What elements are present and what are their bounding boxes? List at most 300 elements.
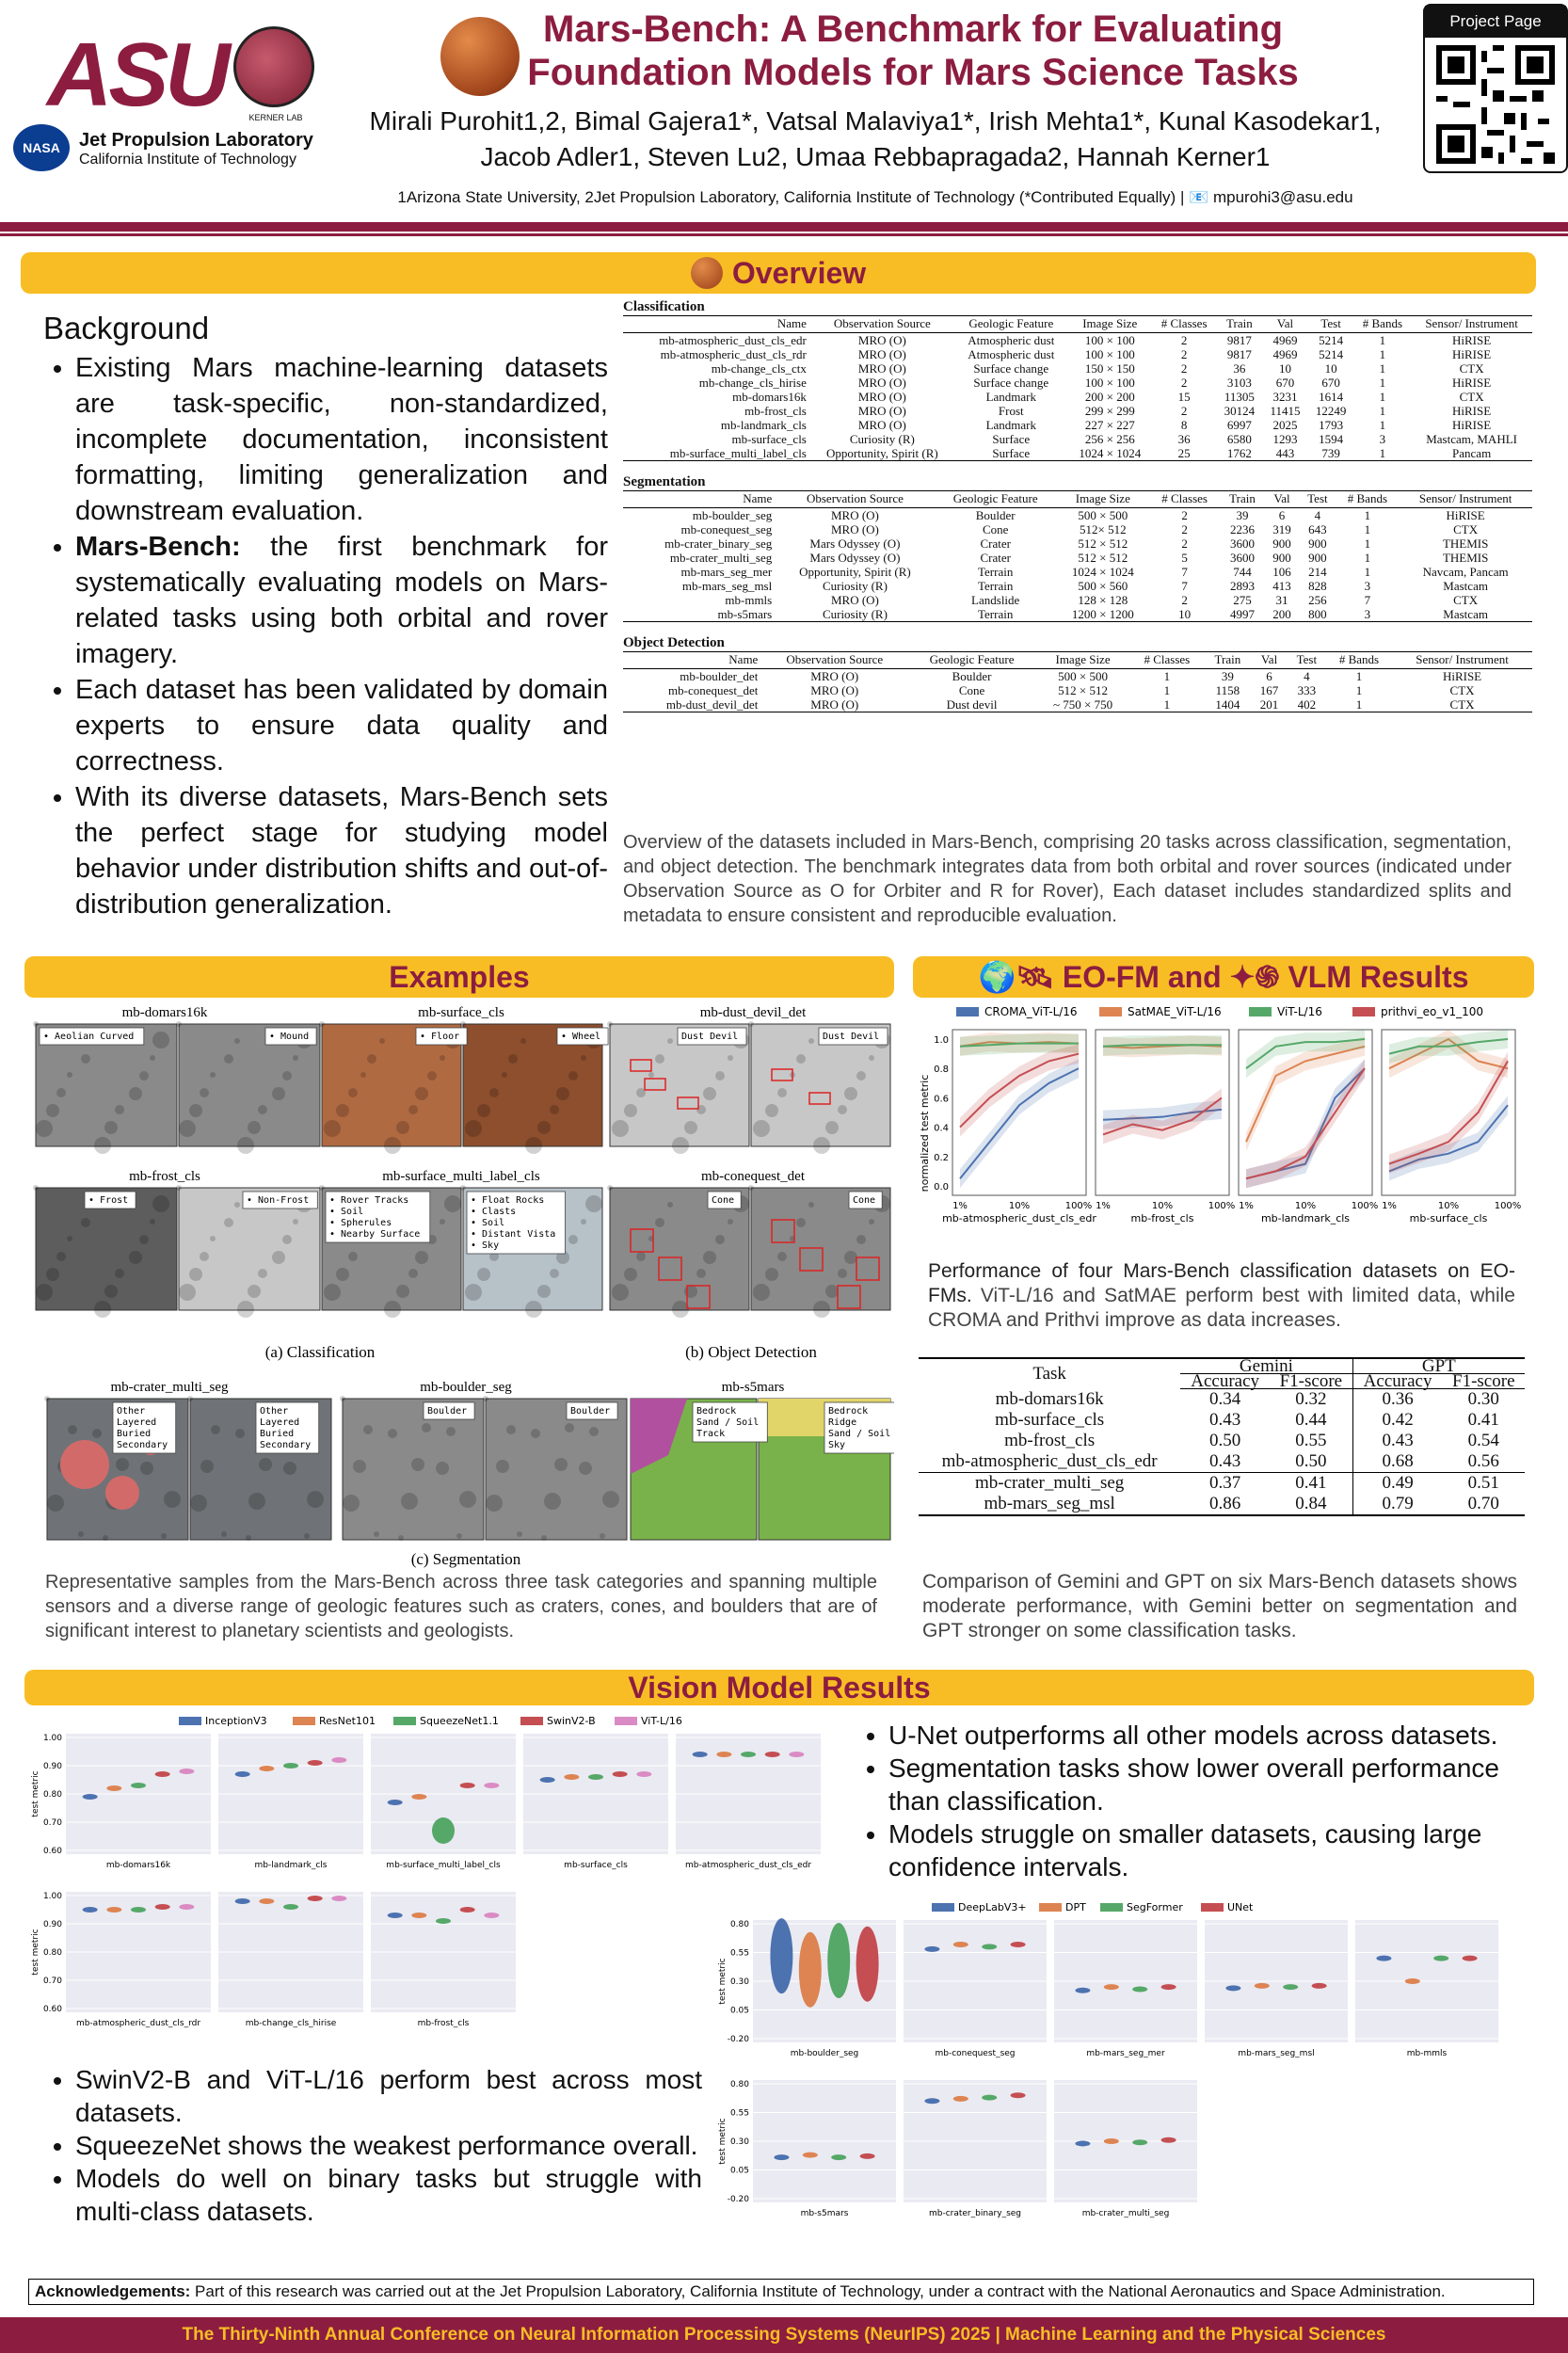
table-cell: 744	[1233, 565, 1252, 579]
texture-dot	[796, 1218, 806, 1227]
table-cell: mb-conequest_det	[668, 683, 759, 697]
violin-mark	[131, 1783, 146, 1788]
texture-dot	[46, 1268, 59, 1281]
table-cell: mb-crater_multi_seg	[669, 551, 773, 565]
texture-dot	[465, 1284, 482, 1301]
table-cell: 443	[1275, 446, 1295, 460]
table-cell: mb-mars_seg_mer	[680, 565, 773, 579]
texture-dot	[319, 1021, 325, 1027]
table-cell: 11415	[1270, 404, 1301, 418]
project-page-qr[interactable]	[1423, 4, 1568, 173]
table-cell: 31	[1275, 593, 1288, 607]
violin-mark	[803, 2153, 818, 2158]
table-cell: 3231	[1272, 390, 1298, 404]
texture-dot	[374, 1531, 379, 1537]
texture-dot	[210, 1072, 216, 1078]
subcaption-c: (c) Segmentation	[410, 1550, 521, 1568]
texture-dot	[33, 1185, 39, 1191]
y-tick: 0.80	[42, 1948, 62, 1958]
tag-line: Sand / Soil	[696, 1417, 760, 1428]
jpl-logo	[79, 130, 333, 168]
y-axis-label: normalized test metric	[919, 1074, 931, 1193]
texture-dot	[456, 1533, 462, 1539]
table-cell: Curiosity (R)	[822, 607, 888, 621]
texture-dot	[825, 1285, 839, 1298]
texture-dot	[56, 1088, 66, 1097]
texture-dot	[696, 1269, 706, 1278]
detection-table	[623, 651, 1532, 712]
violin-mark	[613, 1771, 628, 1777]
texture-dot	[489, 1088, 499, 1097]
y-axis-label: test metric	[718, 2118, 728, 2165]
panel-title: mb-boulder_seg	[790, 2049, 859, 2058]
table-header-cell: Name	[623, 491, 776, 508]
texture-dot	[684, 1121, 697, 1134]
texture-dot	[179, 1284, 196, 1301]
texture-dot	[224, 1054, 233, 1064]
texture-dot	[496, 1460, 509, 1473]
kerner-lab-logo	[233, 26, 318, 139]
table-cell: 5	[1181, 551, 1188, 565]
table-cell: MRO (O)	[810, 697, 859, 712]
legend-label: SatMAE_ViT-L/16	[1128, 1005, 1222, 1018]
legend-swatch	[179, 1717, 201, 1725]
violin-mark	[155, 1904, 170, 1910]
table-cell: 36	[1177, 432, 1191, 446]
table-cell: 100 × 100	[1084, 333, 1135, 347]
asu-logo-text: ASU	[47, 24, 227, 125]
texture-dot	[200, 1088, 209, 1097]
y-tick: 0.60	[42, 2005, 62, 2014]
tag-line: Bedrock	[828, 1406, 869, 1417]
violin-mark	[484, 1913, 499, 1918]
texture-dot	[81, 1218, 90, 1227]
texture-dot	[150, 1219, 155, 1225]
y-tick: 1.0	[934, 1035, 949, 1046]
tag-line: • Distant Vista	[471, 1229, 556, 1240]
y-tick: 0.0	[934, 1182, 949, 1193]
texture-dot	[56, 1252, 66, 1261]
table-row	[623, 376, 1532, 390]
texture-dot	[408, 1269, 418, 1278]
x-tick: 1%	[952, 1201, 968, 1211]
table-cell: mb-surface_multi_label_cls	[669, 446, 807, 460]
table-row	[623, 333, 1532, 348]
vlm-cell: 0.37	[1180, 1473, 1270, 1495]
table-cell: 4969	[1272, 347, 1298, 361]
table-row	[623, 669, 1532, 684]
texture-dot	[460, 1185, 466, 1191]
jpl-name: Jet Propulsion Laboratory	[79, 130, 313, 151]
legend-label: CROMA_ViT-L/16	[984, 1005, 1078, 1018]
texture-dot	[224, 1218, 233, 1227]
table-cell: MRO (O)	[810, 683, 859, 697]
texture-dot	[444, 1195, 461, 1212]
vlm-cell: mb-mars_seg_msl	[984, 1494, 1115, 1513]
texture-dot	[460, 1021, 466, 1027]
texture-dot	[672, 1137, 689, 1154]
table-cell: Frost	[998, 404, 1024, 418]
table-cell: 256 × 256	[1084, 432, 1135, 446]
x-tick: 10%	[1151, 1201, 1174, 1211]
eofm-caption-rest: ViT-L/16 and SatMAE perform best with limited data, while CROMA and Prithvi improve as data increases.	[928, 1285, 1515, 1331]
violin-mark	[789, 1752, 804, 1757]
table-cell: Crater	[980, 536, 1011, 551]
vision-title: Vision Model Results	[628, 1671, 931, 1705]
texture-dot	[655, 1054, 664, 1064]
table-cell: mb-frost_cls	[744, 404, 807, 418]
table-cell: 670	[1321, 376, 1340, 390]
violin-mark	[564, 1774, 579, 1780]
table-cell: MRO (O)	[857, 376, 906, 390]
table-cell: 39	[1221, 669, 1234, 683]
legend-swatch	[615, 1717, 637, 1725]
x-tick: 10%	[1294, 1201, 1317, 1211]
texture-dot	[210, 1236, 216, 1241]
panel-title: mb-crater_multi_seg	[1081, 2209, 1170, 2218]
texture-dot	[844, 1251, 857, 1264]
table-header-cell: # Classes	[1129, 652, 1204, 669]
table-cell: 1	[1379, 361, 1386, 376]
texture-dot	[753, 1284, 770, 1301]
texture-dot	[612, 1120, 629, 1137]
poster-title	[508, 8, 1318, 94]
panel-title: mb-landmark_cls	[254, 1861, 328, 1870]
table-cell: 413	[1272, 579, 1291, 593]
nasa-logo	[13, 124, 70, 171]
table-row	[623, 390, 1532, 404]
legend-swatch	[393, 1717, 416, 1725]
vlm-header-gemini: Gemini	[1180, 1358, 1352, 1374]
y-tick: 0.90	[42, 1762, 62, 1771]
table-cell: ~ 750 × 750	[1052, 697, 1113, 712]
panel-title: mb-conequest_seg	[935, 2049, 1016, 2058]
texture-dot	[415, 1251, 428, 1264]
table-row	[623, 446, 1532, 461]
texture-dot	[164, 1491, 181, 1508]
panel-title: mb-mmls	[1406, 2049, 1448, 2058]
texture-dot	[544, 1493, 561, 1510]
legend-swatch	[1099, 1007, 1122, 1016]
vlm-cell: 0.32	[1295, 1389, 1327, 1409]
violin-mark	[411, 1913, 426, 1918]
table-header-cell: Val	[1265, 491, 1300, 508]
subcaption-b: (b) Object Detection	[685, 1343, 817, 1361]
table-header-cell: Test	[1299, 491, 1336, 508]
violin-mark	[179, 1904, 194, 1910]
background-bullets	[43, 350, 608, 922]
table-cell: 1	[1379, 347, 1386, 361]
table-cell: mb-domars16k	[732, 390, 807, 404]
table-header-cell: # Classes	[1152, 316, 1217, 333]
table-cell: 1614	[1319, 390, 1344, 404]
texture-dot	[506, 1425, 516, 1434]
texture-dot	[427, 1071, 437, 1080]
table-cell: 4	[1304, 669, 1310, 683]
table-header-cell: Observation Source	[776, 491, 934, 508]
table-cell: 100 × 100	[1084, 376, 1135, 390]
violin-mark	[83, 1794, 98, 1800]
table-cell: mb-surface_cls	[731, 432, 807, 446]
tag-line: Layered	[260, 1417, 300, 1428]
table-cell: 3	[1379, 432, 1386, 446]
tag-line: • Soil	[329, 1207, 364, 1217]
table-cell: Terrain	[978, 607, 1014, 621]
violin-mark	[540, 1777, 555, 1783]
table-cell: 10	[1178, 607, 1192, 621]
table-cell: Curiosity (R)	[849, 432, 915, 446]
texture-dot	[581, 1219, 586, 1225]
table-cell: 4997	[1230, 607, 1256, 621]
texture-dot	[624, 1268, 637, 1281]
tag-line: Boulder	[570, 1406, 611, 1417]
vlm-cell: 0.79	[1352, 1494, 1442, 1515]
texture-dot	[636, 1252, 646, 1261]
legend-swatch	[520, 1717, 543, 1725]
panel-title: mb-mars_seg_mer	[1086, 2049, 1165, 2058]
texture-dot	[78, 1531, 84, 1537]
segmentation-title: Segmentation	[623, 474, 706, 489]
tag-line: • Rover Tracks	[329, 1195, 409, 1206]
texture-dot	[411, 1458, 424, 1471]
table-header-cell: # Bands	[1326, 652, 1392, 669]
examples-caption: Representative samples from the Mars-Bench across three task categories and spanning multiple sensors and a diverse range of geologic features such as craters, cones, and boulders that are of significant interest to planetary scientists and geologists.	[45, 1572, 877, 1641]
table-header-cell: Train	[1220, 491, 1264, 508]
tag-line: Other	[260, 1406, 289, 1417]
table-cell: 1024 × 1024	[1079, 446, 1142, 460]
violin-mark	[770, 1918, 792, 1993]
globe-icon	[233, 26, 314, 107]
table-header-row	[623, 491, 1532, 508]
mars-icon	[691, 257, 723, 289]
tag-label	[853, 1195, 875, 1206]
violin-mark	[924, 1946, 939, 1952]
kerner-lab-text: KERNER LAB	[248, 113, 303, 122]
table-cell: mb-boulder_det	[680, 669, 759, 683]
table-cell: 30124	[1224, 404, 1256, 418]
table-cell: 1	[1379, 376, 1386, 390]
violin-mark	[388, 1800, 403, 1805]
table-cell: Terrain	[978, 579, 1014, 593]
table-cell: 402	[1297, 697, 1317, 712]
table-header-cell: # Classes	[1149, 491, 1220, 508]
texture-dot	[189, 1104, 202, 1117]
table-header-cell: Geologic Feature	[907, 652, 1036, 669]
vision-left-text	[43, 2063, 702, 2228]
vlm-cell: mb-domars16k	[995, 1388, 1104, 1409]
table-cell: 1	[1364, 565, 1371, 579]
table-cell: Curiosity (R)	[822, 579, 888, 593]
table-cell: 512 × 512	[1078, 536, 1128, 551]
texture-dot	[190, 1495, 207, 1512]
y-tick: 0.30	[729, 1977, 749, 1987]
eofm-svg	[919, 1001, 1530, 1256]
texture-dot	[396, 1285, 409, 1298]
texture-dot	[272, 1251, 285, 1264]
table-cell: MRO (O)	[830, 522, 879, 536]
eofm-title: 🌍🛰 EO-FM and ✦֍ VLM Results	[978, 960, 1469, 994]
vlm-header-task: Task	[1032, 1364, 1066, 1385]
texture-dot	[869, 1219, 874, 1225]
table-cell: 643	[1308, 522, 1327, 536]
table-cell: 6	[1278, 508, 1286, 522]
vlm-row	[919, 1389, 1525, 1411]
vlm-cell: 0.43	[1352, 1431, 1442, 1451]
legend-swatch	[293, 1717, 315, 1725]
x-tick: 10%	[1437, 1201, 1460, 1211]
table-cell: 9817	[1226, 347, 1252, 361]
texture-dot	[667, 1038, 673, 1044]
table-cell: HiRISE	[1452, 347, 1492, 361]
texture-dot	[579, 1462, 592, 1475]
violin-mark	[774, 2154, 789, 2160]
vlm-cell: 0.42	[1352, 1410, 1442, 1431]
violin-mark	[1132, 1987, 1147, 1993]
y-tick: 0.90	[42, 1920, 62, 1929]
tag-line: Cone	[712, 1195, 735, 1206]
texture-dot	[398, 1535, 404, 1541]
table-cell: 1158	[1215, 683, 1240, 697]
table-header-cell: Val	[1251, 652, 1287, 669]
texture-dot	[401, 1493, 418, 1510]
table-cell: 319	[1272, 522, 1291, 536]
violin-mark	[331, 1896, 346, 1901]
table-header-cell: Image Size	[1057, 491, 1149, 508]
tag-line: • Mound	[269, 1032, 310, 1042]
y-tick: 0.80	[42, 1790, 62, 1800]
texture-dot	[68, 1425, 77, 1434]
table-cell: Boulder	[975, 508, 1016, 522]
table-cell: CTX	[1449, 697, 1475, 712]
bullet-item	[75, 779, 608, 922]
bullet-bold: Mars-Bench:	[75, 532, 241, 562]
vlm-cell: mb-atmospheric_dust_cls_edr	[941, 1451, 1158, 1471]
panel-title: mb-crater_binary_seg	[928, 2209, 1022, 2218]
table-cell: 900	[1308, 536, 1327, 551]
texture-dot	[348, 1088, 358, 1097]
example-title: mb-crater_multi_seg	[110, 1380, 229, 1395]
tag-line: • Non-Frost	[247, 1195, 310, 1206]
legend-swatch	[1039, 1903, 1062, 1912]
table-header-cell: Image Size	[1068, 316, 1152, 333]
texture-dot	[367, 1054, 376, 1064]
violin-mark	[1312, 1983, 1327, 1989]
table-row	[623, 404, 1532, 418]
vision-left-bullets	[43, 2063, 702, 2228]
table-cell: 11305	[1224, 390, 1255, 404]
vlm-subheader-cell: F1-score	[1270, 1374, 1352, 1389]
violin-mark	[388, 1913, 403, 1918]
x-tick: 100%	[1064, 1201, 1093, 1211]
vlm-cell: 0.44	[1295, 1410, 1327, 1430]
violin-mark	[179, 1769, 194, 1774]
texture-dot	[568, 1071, 578, 1080]
header-divider-thin	[0, 233, 1568, 236]
texture-dot	[129, 1251, 142, 1264]
violin-mark	[1405, 1978, 1420, 1984]
texture-dot	[777, 1088, 787, 1097]
bullet-text: Each dataset has been validated by domain experts to ensure data quality and correctness.	[75, 675, 608, 776]
table-cell: Surface change	[973, 361, 1049, 376]
violin-mark	[1463, 1956, 1478, 1961]
tag-line: Sand / Soil	[828, 1429, 891, 1439]
texture-dot	[728, 1055, 733, 1061]
table-cell: 4	[1314, 508, 1321, 522]
texture-dot	[235, 1429, 245, 1438]
tag-label	[420, 1032, 459, 1042]
violin-mark	[1075, 1988, 1090, 1993]
texture-dot	[304, 1533, 310, 1539]
tag-line: Dust Devil	[823, 1032, 880, 1042]
tag-line: Buried	[117, 1429, 152, 1439]
table-row	[623, 579, 1532, 593]
legend-label: ViT-L/16	[641, 1715, 682, 1727]
table-cell: Dust devil	[946, 697, 998, 712]
bullet-item: • Models do well on binary tasks but struggle with multi-class datasets.	[75, 2162, 702, 2228]
table-cell: mb-change_cls_ctx	[711, 361, 807, 376]
vlm-cell: 0.43	[1209, 1451, 1241, 1471]
table-cell: 227 × 227	[1084, 418, 1135, 432]
jpl-subname: California Institute of Technology	[79, 152, 296, 168]
example-title: mb-boulder_seg	[420, 1380, 512, 1395]
violin-mark	[484, 1783, 499, 1788]
vlm-cell: 0.36	[1352, 1389, 1442, 1411]
y-tick: -0.20	[727, 2035, 749, 2044]
table-cell: 167	[1259, 683, 1279, 697]
violin-mark	[1376, 1956, 1391, 1961]
table-row	[623, 593, 1532, 607]
table-cell: 739	[1321, 446, 1340, 460]
tag-line: • Clasts	[471, 1207, 517, 1217]
violin-mark	[716, 1752, 731, 1757]
table-cell: MRO (O)	[857, 418, 906, 432]
texture-dot	[272, 1087, 285, 1100]
texture-dot	[237, 1137, 254, 1154]
table-cell: 900	[1272, 536, 1291, 551]
texture-dot	[36, 1284, 53, 1301]
texture-dot	[465, 1120, 482, 1137]
table-row	[623, 432, 1532, 446]
table-header-cell: # Bands	[1336, 491, 1399, 508]
table-cell: 39	[1236, 508, 1249, 522]
table-cell: 1	[1364, 551, 1371, 565]
violin-mark	[1161, 1984, 1176, 1990]
panel-title: mb-atmospheric_dust_cls_edr	[684, 1861, 812, 1870]
table-cell: 6580	[1226, 432, 1252, 446]
table-cell: Crater	[980, 551, 1011, 565]
violin-mark	[1104, 1984, 1119, 1990]
table-cell: 2	[1181, 593, 1188, 607]
table-cell: Cone	[958, 683, 985, 697]
texture-dot	[844, 1087, 857, 1100]
texture-dot	[94, 1137, 111, 1154]
tag-line: Layered	[117, 1417, 157, 1428]
legend-swatch	[1352, 1007, 1375, 1016]
texture-dot	[259, 1458, 272, 1471]
table-cell: HiRISE	[1452, 404, 1492, 418]
table-cell: 512 × 512	[1078, 551, 1128, 565]
vlm-caption: Comparison of Gemini and GPT on six Mars-Bench datasets shows moderate performance, with Gemini better on segmentation and GPT stronger on some classification tasks.	[922, 1571, 1517, 1641]
texture-dot	[508, 1054, 518, 1064]
table-cell: 10	[1278, 361, 1291, 376]
example-title: mb-surface_cls	[418, 1005, 504, 1020]
texture-dot	[336, 1104, 349, 1117]
texture-dot	[176, 1021, 182, 1027]
texture-dot	[517, 1531, 522, 1537]
subcaption-a: (a) Classification	[264, 1343, 376, 1361]
table-cell: Landslide	[971, 593, 1020, 607]
table-cell: 900	[1308, 551, 1327, 565]
